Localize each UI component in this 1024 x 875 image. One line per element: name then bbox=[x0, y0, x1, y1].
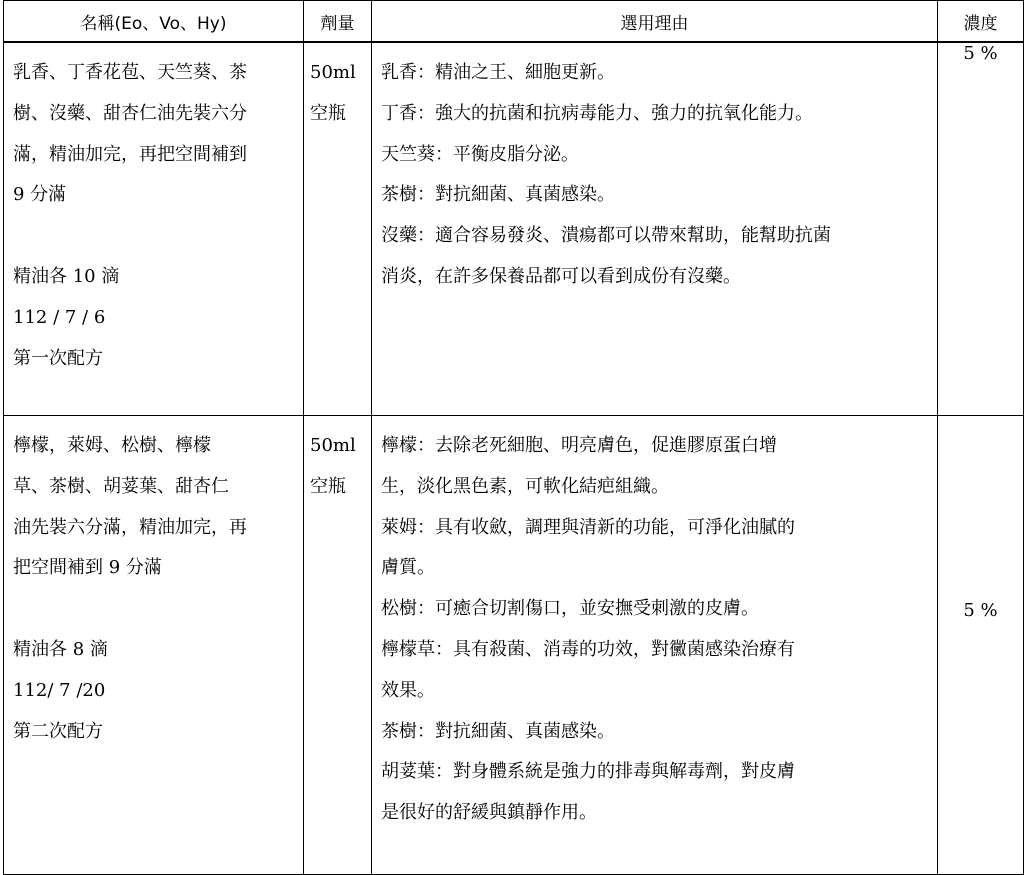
name-line: 檸檬，萊姆、松樹、檸檬 bbox=[13, 435, 211, 456]
formula-label: 第二次配方 bbox=[13, 720, 103, 742]
dose-line: 空瓶 bbox=[310, 102, 346, 124]
header-reason: 選用理由 bbox=[372, 1, 938, 43]
reason-line: 乳香：精油之王、細胞更新。 bbox=[381, 62, 615, 83]
reason-line: 檸檬：去除老死細胞、明亮膚色，促進膠原蛋白增 bbox=[381, 435, 777, 456]
reason-line: 是很好的舒緩與鎮靜作用。 bbox=[381, 802, 597, 824]
reason-line: 沒藥：適合容易發炎、潰瘍都可以帶來幫助，能幫助抗菌 bbox=[381, 225, 831, 247]
dose-line: 空瓶 bbox=[310, 475, 346, 497]
spacer bbox=[13, 589, 295, 630]
formula-table bbox=[3, 0, 1024, 875]
spacer bbox=[13, 216, 295, 257]
date-text: 112/ 7 /20 bbox=[13, 679, 106, 701]
header-row bbox=[4, 1, 1024, 43]
drops-text: 精油各 8 滴 bbox=[13, 638, 108, 660]
reason-line: 胡荽葉：對身體系統是強力的排毒與解毒劑，對皮膚 bbox=[381, 761, 795, 783]
table-row bbox=[4, 416, 1024, 875]
reason-line: 松樹：可癒合切割傷口，並安撫受刺激的皮膚。 bbox=[381, 598, 759, 620]
table-row bbox=[4, 42, 1024, 416]
reason-line: 丁香：強大的抗菌和抗病毒能力、強力的抗氧化能力。 bbox=[381, 102, 813, 124]
header-name: 名稱(Eo、Vo、Hy) bbox=[4, 1, 304, 43]
reason-cell bbox=[372, 42, 938, 416]
concentration-cell bbox=[938, 416, 1024, 875]
concentration-value: 5 % bbox=[963, 600, 998, 621]
reason-line: 茶樹：對抗細菌、真菌感染。 bbox=[381, 184, 615, 206]
reason-line: 檸檬草：具有殺菌、消毒的功效，對黴菌感染治療有 bbox=[381, 638, 795, 660]
reason-line: 效果。 bbox=[381, 679, 435, 701]
reason-line: 膚質。 bbox=[381, 557, 435, 579]
name-line: 把空間補到 9 分滿 bbox=[13, 557, 162, 579]
concentration-cell bbox=[938, 42, 1024, 416]
header-concentration: 濃度 bbox=[938, 1, 1024, 43]
date-text: 112 / 7 / 6 bbox=[13, 306, 106, 328]
reason-line: 消炎，在許多保養品都可以看到成份有沒藥。 bbox=[381, 265, 741, 287]
reason-line: 生，淡化黑色素，可軟化結疤組織。 bbox=[381, 475, 669, 497]
name-line: 油先裝六分滿，精油加完，再 bbox=[13, 516, 247, 538]
dose-cell bbox=[304, 416, 372, 875]
name-line: 9 分滿 bbox=[13, 184, 67, 206]
reason-cell bbox=[372, 416, 938, 875]
name-cell bbox=[4, 42, 304, 416]
dose-cell bbox=[304, 42, 372, 416]
name-cell bbox=[4, 416, 304, 875]
dose-line: 50ml bbox=[310, 435, 356, 456]
formula-label: 第一次配方 bbox=[13, 347, 103, 369]
name-line: 乳香、丁香花苞、天竺葵、茶 bbox=[13, 62, 247, 83]
name-line: 樹、沒藥、甜杏仁油先裝六分 bbox=[13, 102, 247, 124]
name-line: 草、茶樹、胡荽葉、甜杏仁 bbox=[13, 475, 229, 497]
concentration-value: 5 % bbox=[963, 43, 998, 64]
dose-line: 50ml bbox=[310, 62, 356, 83]
reason-line: 萊姆：具有收斂，調理與清新的功能，可淨化油膩的 bbox=[381, 516, 795, 538]
drops-text: 精油各 10 滴 bbox=[13, 265, 120, 287]
reason-line: 茶樹：對抗細菌、真菌感染。 bbox=[381, 720, 615, 742]
header-dose: 劑量 bbox=[304, 1, 372, 43]
name-line: 滿，精油加完，再把空間補到 bbox=[13, 143, 247, 165]
reason-line: 天竺葵：平衡皮脂分泌。 bbox=[381, 143, 579, 165]
